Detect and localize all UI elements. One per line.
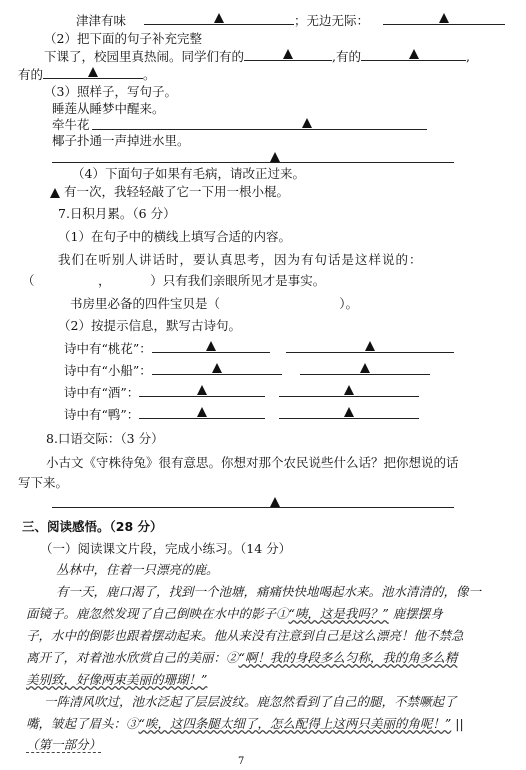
- poem-row: [64, 406, 419, 423]
- complete-sentence-line2: [18, 66, 156, 83]
- q7-part1-line3[interactable]: 书房里必备的四件宝贝是（ ）。: [70, 296, 358, 311]
- part3-title: （3）照样子，写句子。: [44, 84, 177, 99]
- poem-blank[interactable]: [139, 384, 265, 397]
- page-number: 7: [238, 756, 245, 767]
- underlined-quote-2: “啊！我的身段多么匀称，我的角多么精: [238, 650, 458, 665]
- passage-p1: 丛林中，住着一只漂亮的鹿。: [56, 562, 219, 577]
- faulty-sentence-row: [50, 184, 289, 200]
- answer-marker-icon: [270, 497, 280, 507]
- complete-sentence-line1: [44, 48, 470, 65]
- sentence-blank-2[interactable]: [361, 48, 466, 61]
- poem-blank[interactable]: [152, 340, 270, 353]
- passage-p2-l4: [26, 650, 457, 666]
- idiom-blank-1[interactable]: [144, 12, 294, 25]
- p2-l2-tail: 鹿摆摆身: [388, 606, 443, 621]
- answer-marker-icon: [206, 341, 216, 351]
- q8-title: 8.口语交际：（3 分）: [46, 431, 164, 446]
- passage-p2-l2: [26, 606, 443, 622]
- line2-start: 有的: [18, 67, 44, 82]
- coconut-sentence: 椰子扑通一声掉进水里。: [52, 133, 190, 148]
- poem-row: [64, 340, 454, 357]
- answer-marker-icon: [197, 407, 207, 417]
- answer-marker-icon: [212, 363, 222, 373]
- answer-marker-icon: [439, 13, 449, 23]
- section3-sub1: （一）阅读课文片段，完成小练习。（14 分）: [40, 541, 292, 556]
- sentence-blank-1[interactable]: [244, 48, 332, 61]
- poem-row: [64, 384, 419, 401]
- passage-p3-l2: [26, 716, 464, 732]
- sentence-comma2: ,: [466, 49, 470, 64]
- passage-p3-l1: 一阵清风吹过，池水泛起了层层波纹。鹿忽然看到了自己的腿，不禁噘起了: [44, 694, 457, 709]
- p2-l4-text: 离开了，对着池水欣赏自己的美丽：②: [26, 650, 239, 665]
- sentence-blank-3[interactable]: [43, 66, 143, 79]
- poem-blank[interactable]: [279, 384, 419, 397]
- answer-marker-icon: [88, 67, 98, 77]
- answer-marker-icon: [50, 188, 60, 198]
- line2-end: 。: [143, 67, 156, 82]
- answer-marker-icon: [270, 152, 280, 162]
- answer-marker-icon: [197, 385, 207, 395]
- answer-marker-icon: [365, 341, 375, 351]
- poem-label: 诗中有“酒”：: [64, 385, 140, 400]
- answer-marker-icon: [283, 49, 293, 59]
- part4-title: （4）下面句子如果有毛病，请改正过来。: [72, 166, 305, 181]
- faulty-sentence: 有一次，我轻轻敲了它一下用一根小棍。: [63, 184, 289, 199]
- q7-title: 7.日积月累。（6 分）: [58, 206, 176, 221]
- sentence-start: 下课了，校园里真热闹。同学们有的: [44, 49, 245, 64]
- poem-blank[interactable]: [152, 362, 282, 375]
- underlined-quote-2b: 美别致，好像两束美丽的珊瑚！”: [26, 672, 208, 687]
- idiom-wubian: ；无边无际：: [294, 13, 370, 28]
- poem-label: 诗中有“小船”：: [64, 363, 152, 378]
- q7-part2-title: （2）按提示信息，默写古诗句。: [58, 318, 241, 333]
- answer-marker-icon: [344, 385, 354, 395]
- poem-blank[interactable]: [139, 406, 265, 419]
- answer-marker-icon: [409, 49, 419, 59]
- p2-l2-text: 面镜子。鹿忽然发现了自己倒映在水中的影子①: [26, 606, 289, 621]
- underlined-quote-3: “唉，这四条腿太细了，怎么配得上这两只美丽的角呢！”: [138, 716, 452, 731]
- poem-blank[interactable]: [300, 362, 430, 375]
- q7-part1-line2[interactable]: （ ， ）只有我们亲眼所见才是事实。: [22, 273, 326, 288]
- q8-line2: 写下来。: [18, 475, 69, 490]
- q8-line1: 小古文《守株待兔》很有意思。你想对那个农民说些什么话？把你想说的话: [46, 455, 459, 470]
- coconut-answer-line[interactable]: [52, 162, 454, 163]
- q8-answer-line[interactable]: [52, 507, 454, 508]
- q7-part1-line1: 我们在听别人讲话时，要认真思考，因为有句话是这样说的：: [58, 252, 423, 267]
- section-divider-mark: ||: [451, 716, 464, 731]
- passage-p2-l1: 有一天，鹿口渴了，找到一个池塘，痛痛快快地喝起水来。池水清清的，像一: [56, 584, 482, 599]
- p3-l2-text: 嘴，皱起了眉头：③: [26, 716, 139, 731]
- idiom-jinjin: 津津有味: [76, 13, 127, 28]
- poem-label: 诗中有“桃花”：: [64, 341, 152, 356]
- passage-part-label: [26, 737, 101, 753]
- q7-part1-title: （1）在句子中的横线上填写合适的内容。: [58, 229, 291, 244]
- sentence-comma1: ,有的: [332, 49, 361, 64]
- passage-p2-l3: 子，水中的倒影也跟着摆动起来。他从来没有注意到自己是这么漂亮！他不禁急: [26, 628, 464, 643]
- poem-row: [64, 362, 430, 379]
- qianniu-word: 牵牛花: [52, 117, 90, 132]
- example-sentence: 睡莲从睡梦中醒来。: [52, 101, 165, 116]
- idiom-row: [76, 12, 505, 29]
- idiom-blank-2[interactable]: [383, 12, 505, 25]
- part-label: （第一部分）: [26, 737, 102, 752]
- poem-label: 诗中有“鸭”：: [64, 407, 140, 422]
- answer-marker-icon: [302, 118, 312, 128]
- part2-title: （2）把下面的句子补充完整: [44, 31, 202, 46]
- answer-marker-icon: [344, 407, 354, 417]
- passage-p2-l5: [26, 672, 207, 688]
- poem-blank[interactable]: [286, 340, 454, 353]
- answer-marker-icon: [214, 13, 224, 23]
- section3-title: 三、阅读感悟。（28 分）: [22, 519, 163, 534]
- poem-blank[interactable]: [279, 406, 419, 419]
- answer-marker-icon: [360, 363, 370, 373]
- qianniu-answer-line[interactable]: [92, 129, 427, 130]
- underlined-quote-1: “咦，这是我吗？”: [288, 606, 389, 621]
